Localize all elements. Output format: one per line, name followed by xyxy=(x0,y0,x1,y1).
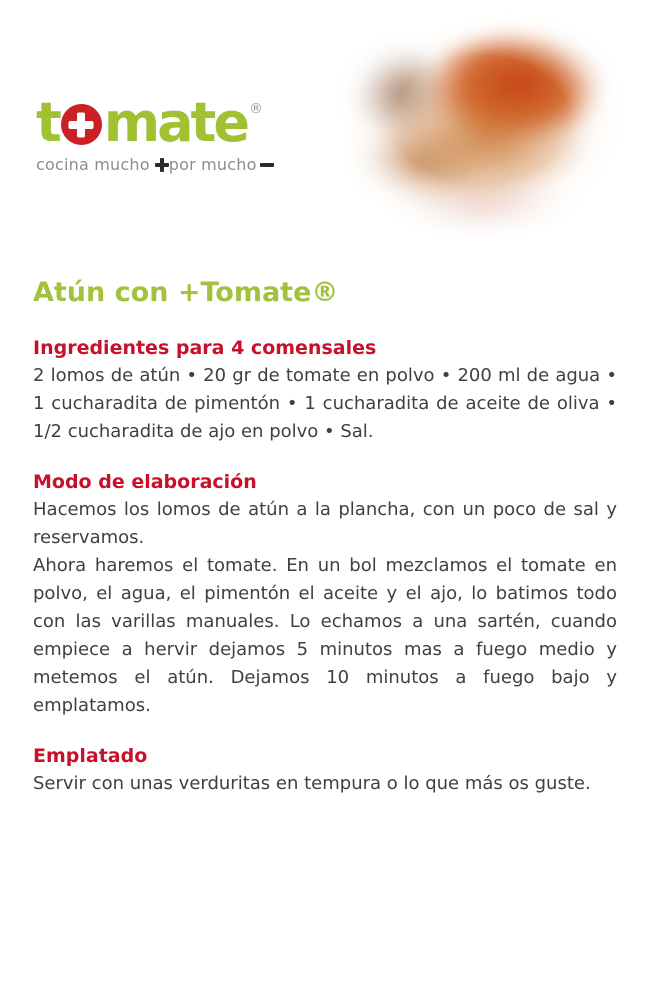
plus-icon-bar xyxy=(77,112,85,137)
registered-mark: ® xyxy=(248,101,263,117)
recipe-title: Atún con +Tomate® xyxy=(33,277,339,308)
section-ingredientes xyxy=(33,335,617,446)
plus-circle-icon xyxy=(61,104,102,145)
logo-wordmark xyxy=(36,80,263,154)
logo-tagline xyxy=(36,155,256,174)
section-emplatado xyxy=(33,743,617,798)
plus-icon xyxy=(155,158,169,172)
tomate-logo xyxy=(36,80,263,174)
section-heading: Ingredientes para 4 comensales xyxy=(33,337,377,359)
tagline-right-text: por mucho xyxy=(168,155,257,174)
section-paragraph: Hacemos los lomos de atún a la plancha, con un poco de sal y reservamos. xyxy=(33,499,617,548)
dash-icon xyxy=(260,163,274,167)
section-heading: Emplatado xyxy=(33,745,148,767)
logo-letters-mate: mate xyxy=(103,91,247,154)
section-heading: Modo de elaboración xyxy=(33,471,257,493)
section-elaboracion xyxy=(33,469,617,720)
section-paragraph: Ahora haremos el tomate. En un bol mezclamos el tomate en polvo, el agua, el pimentón el aceite y el ajo, lo batimos todo con las varillas manuales. Lo echamos a una sartén, cuando empiece a hervir dejamos 5 minutos mas a fuego medio y metemos el atún. Dejamos 10 minutos a fuego bajo y emplatamos. xyxy=(33,555,617,716)
dish-photo-vignette xyxy=(312,0,650,260)
dish-photo xyxy=(312,0,650,260)
plus-icon-bar xyxy=(160,158,164,172)
section-paragraph: 2 lomos de atún • 20 gr de tomate en polvo • 200 ml de agua • 1 cucharadita de pimentón • 1 cucharadita de aceite de oliva • 1/2 cucharadita de ajo en polvo • Sal. xyxy=(33,365,617,442)
recipe-content xyxy=(33,276,617,798)
section-paragraph: Servir con unas verduritas en tempura o lo que más os guste. xyxy=(33,773,591,794)
logo-letter-t: t xyxy=(36,91,59,154)
tagline-left-text: cocina mucho xyxy=(36,155,150,174)
